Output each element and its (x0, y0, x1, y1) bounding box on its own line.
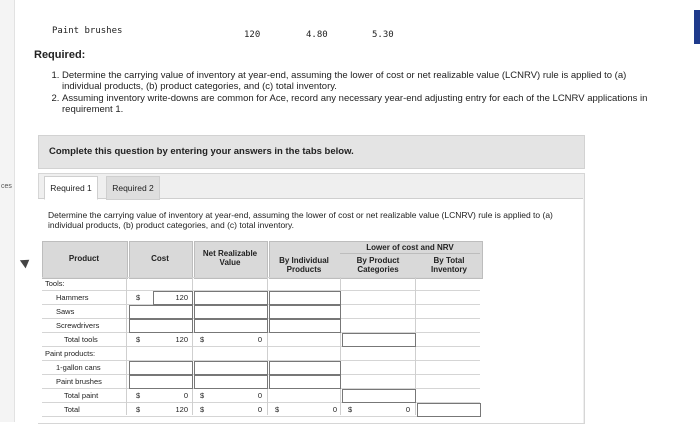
brushes-ind-input[interactable] (269, 375, 341, 389)
screwdrivers-ind-input[interactable] (269, 319, 341, 333)
row-screwdrivers: Screwdrivers (56, 321, 100, 330)
total-cost-dollar: $ (136, 405, 141, 414)
total-nrv: 0 (257, 405, 262, 414)
total-paint-nrv: 0 (257, 391, 262, 400)
hammers-cost-dollar: $ (136, 293, 141, 302)
row-total-paint: Total paint (64, 391, 99, 400)
hammers-nrv-input[interactable] (194, 291, 268, 305)
total-tools-cost: 120 (175, 335, 188, 344)
brushes-nrv-input[interactable] (194, 375, 268, 389)
total-paint-cost: 0 (183, 391, 188, 400)
banner-text: Complete this question by entering your answers in the tabs below. (49, 146, 354, 157)
row-paint-products: Paint products: (45, 349, 96, 358)
total-inventory-input[interactable] (417, 403, 481, 417)
screwdrivers-cost-input[interactable] (129, 319, 193, 333)
total-ind-dollar: $ (275, 405, 280, 414)
row-total: Total (64, 405, 80, 414)
total-cat-dollar: $ (348, 405, 353, 414)
total-tools-nrv: 0 (257, 335, 262, 344)
hammers-ind-input[interactable] (269, 291, 341, 305)
required-title: Required: (34, 49, 86, 61)
instruction-banner (38, 135, 585, 169)
total-paint-cost-dollar: $ (136, 391, 141, 400)
scroll-indicator[interactable] (694, 10, 700, 44)
topline-cost: 4.80 (306, 30, 328, 40)
row-saws: Saws (56, 307, 75, 316)
requirement-1: 1. Determine the carrying value of inventory at year-end, assuming the lower of cost or net realizable value (LCNRV) rule is applied to (a) individual products, (b) product categories, and (c) total inventory. (62, 70, 662, 92)
row-gallon-cans: 1-gallon cans (56, 363, 101, 372)
total-paint-nrv-dollar: $ (200, 391, 205, 400)
total-cat: 0 (405, 405, 410, 414)
row-hammers: Hammers (56, 293, 89, 302)
hammers-cost-value: 120 (175, 293, 188, 302)
total-tools-cost-dollar: $ (136, 335, 141, 344)
screwdrivers-nrv-input[interactable] (194, 319, 268, 333)
total-tools-nrv-dollar: $ (200, 335, 205, 344)
requirement-2: 2. Assuming inventory write-downs are common for Ace, record any necessary year-end adjusting entry for each of the LCNRV applications in requirement 1. (62, 93, 662, 115)
grid-vline (126, 277, 127, 415)
grid-line (42, 416, 480, 417)
header-product-label: Product (68, 254, 100, 263)
gallon-ind-input[interactable] (269, 361, 341, 375)
tab-required-1[interactable]: Required 1 (44, 176, 98, 200)
total-cost: 120 (175, 405, 188, 414)
total-nrv-dollar: $ (200, 405, 205, 414)
brushes-cost-input[interactable] (129, 375, 193, 389)
header-group-divider (340, 253, 480, 254)
saws-nrv-input[interactable] (194, 305, 268, 319)
requirements-list (44, 70, 662, 116)
header-cost-label: Cost (151, 254, 169, 263)
header-nrv-label: Net Realizable Value (202, 249, 258, 267)
gallon-nrv-input[interactable] (194, 361, 268, 375)
row-tools: Tools: (45, 279, 65, 288)
topline-item: Paint brushes (52, 26, 123, 36)
paint-cat-input[interactable] (342, 389, 416, 403)
header-group-label: Lower of cost and NRV (366, 243, 454, 252)
header-cat-label: By Product Categories (356, 256, 400, 274)
gallon-cost-input[interactable] (129, 361, 193, 375)
row-paint-brushes: Paint brushes (56, 377, 102, 386)
row-total-tools: Total tools (64, 335, 98, 344)
header-ind-label: By Individual Products (279, 256, 329, 274)
total-ind: 0 (332, 405, 337, 414)
topline-qty: 120 (244, 30, 261, 40)
left-sidebar-strip (0, 0, 15, 422)
header-tot-label: By Total Inventory (430, 256, 467, 274)
topline-nrv: 5.30 (372, 30, 394, 40)
tools-cat-input[interactable] (342, 333, 416, 347)
tab-instruction: Determine the carrying value of inventory at year-end, assuming the lower of cost or net realizable value (LCNRV) rule is applied to (a) individual products, (b) product categories, and (c) total inventory. (48, 210, 553, 230)
sidebar-label: ces (1, 183, 12, 190)
tab-required-2[interactable]: Required 2 (106, 176, 160, 200)
pointer-arrow-icon (20, 256, 32, 269)
saws-cost-input[interactable] (129, 305, 193, 319)
saws-ind-input[interactable] (269, 305, 341, 319)
